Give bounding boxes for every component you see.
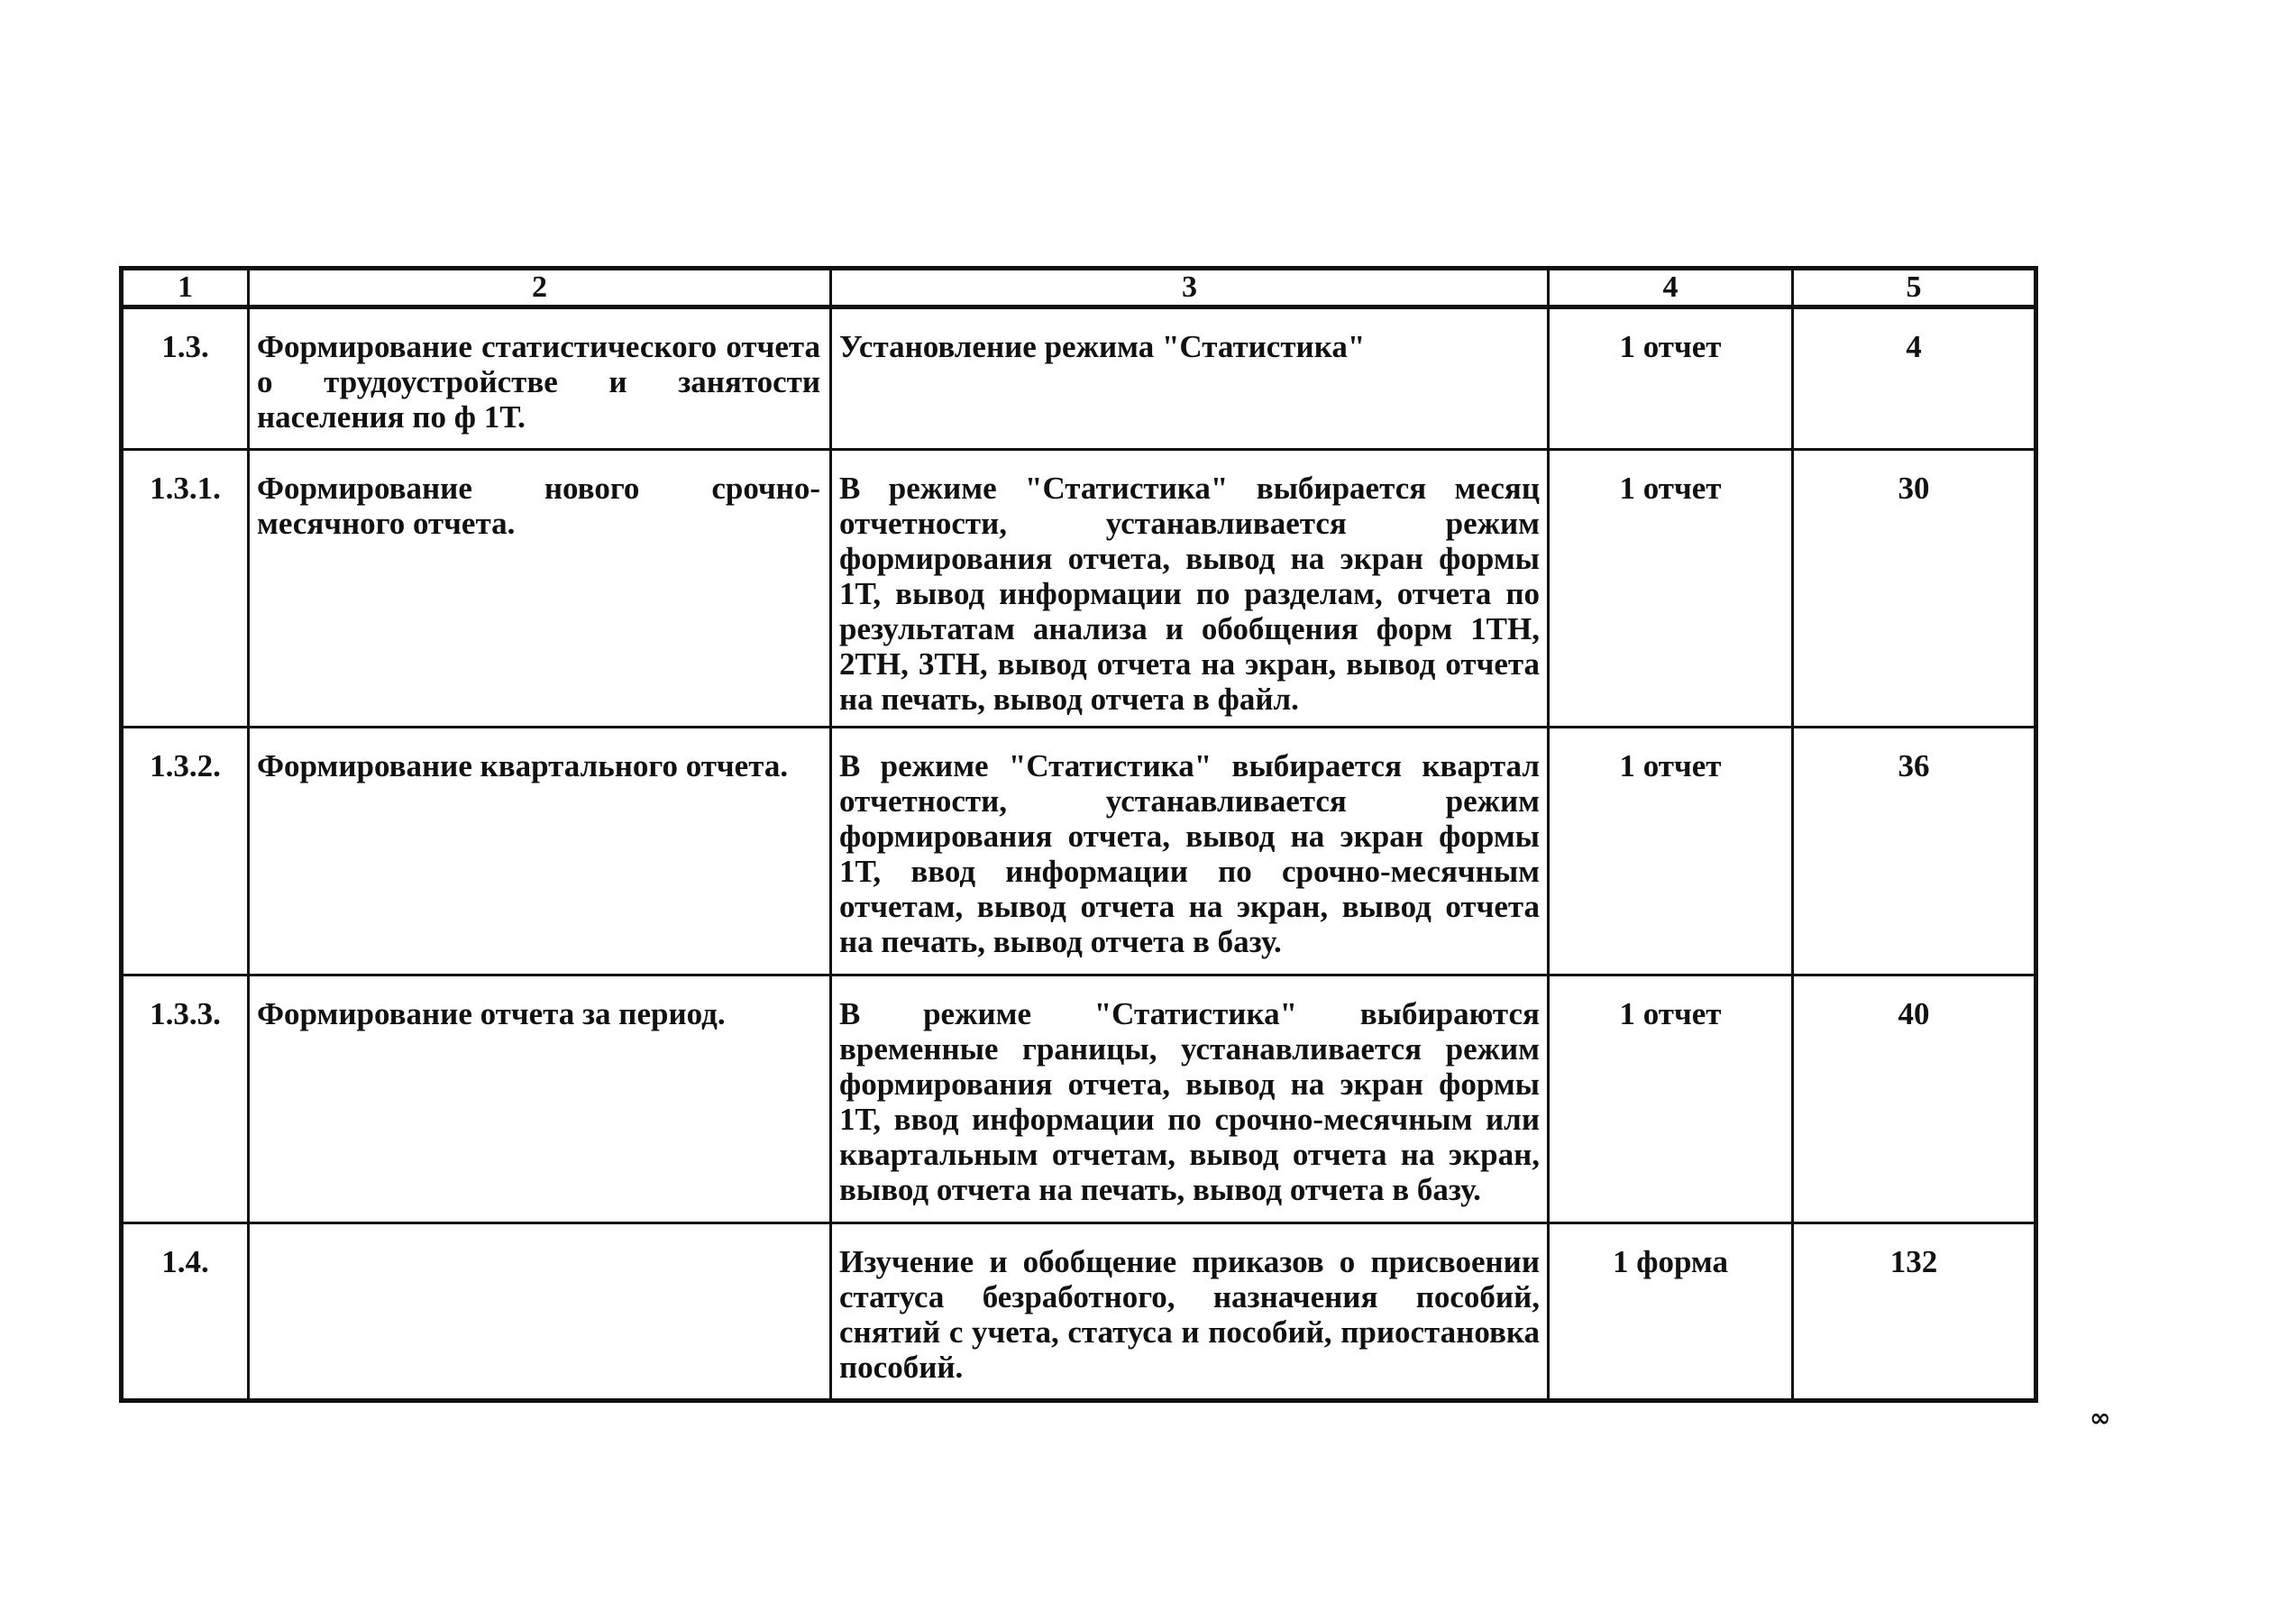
row-description: В режиме "Статистика" выбираются временные границы, устанавливается режим формирования отчета, вывод на экран формы 1Т, ввод информации по срочно-месячным или квартальным отчетам, вывод отчета на экран, вывод отчета на печать, вывод отчета в базу.	[831, 975, 1549, 1223]
row-unit: 1 отчет	[1549, 307, 1793, 450]
row-operation-name	[249, 1223, 831, 1401]
header-col-4: 4	[1549, 269, 1793, 307]
header-col-1: 1	[122, 269, 249, 307]
table-header-row	[122, 269, 2036, 307]
row-number: 1.4.	[122, 1223, 249, 1401]
row-value: 40	[1793, 975, 2036, 1223]
table-row	[122, 307, 2036, 450]
row-operation-name: Формирование статистического отчета о трудоустройстве и занятости населения по ф 1Т.	[249, 307, 831, 450]
work-norms-table	[119, 266, 2038, 1403]
row-number: 1.3.	[122, 307, 249, 450]
page-mark: ∞	[2090, 1403, 2111, 1433]
row-number: 1.3.1.	[122, 450, 249, 728]
row-value: 132	[1793, 1223, 2036, 1401]
header-col-5: 5	[1793, 269, 2036, 307]
row-description: В режиме "Статистика" выбирается квартал отчетности, устанавливается режим формирования отчета, вывод на экран формы 1Т, ввод информации по срочно-месячным отчетам, вывод отчета на экран, вывод отчета на печать, вывод отчета в базу.	[831, 728, 1549, 975]
header-col-3: 3	[831, 269, 1549, 307]
row-number: 1.3.2.	[122, 728, 249, 975]
row-description: В режиме "Статистика" выбирается месяц отчетности, устанавливается режим формирования отчета, вывод на экран формы 1Т, вывод информации по разделам, отчета по результатам анализа и обобщения форм 1ТН, 2ТН, 3ТН, вывод отчета на экран, вывод отчета на печать, вывод отчета в файл.	[831, 450, 1549, 728]
row-description: Установление режима "Статистика"	[831, 307, 1549, 450]
row-operation-name: Формирование отчета за период.	[249, 975, 831, 1223]
row-description: Изучение и обобщение приказов о присвоении статуса безработного, назначения пособий, снятий с учета, статуса и пособий, приостановка пособий.	[831, 1223, 1549, 1401]
row-value: 4	[1793, 307, 2036, 450]
row-unit: 1 отчет	[1549, 975, 1793, 1223]
row-unit: 1 форма	[1549, 1223, 1793, 1401]
row-operation-name: Формирование нового срочно-месячного отчета.	[249, 450, 831, 728]
row-number: 1.3.3.	[122, 975, 249, 1223]
row-unit: 1 отчет	[1549, 450, 1793, 728]
row-value: 36	[1793, 728, 2036, 975]
table-row	[122, 450, 2036, 728]
header-col-2: 2	[249, 269, 831, 307]
row-value: 30	[1793, 450, 2036, 728]
table-row	[122, 728, 2036, 975]
table-row	[122, 1223, 2036, 1401]
table-row	[122, 975, 2036, 1223]
row-operation-name: Формирование квартального отчета.	[249, 728, 831, 975]
row-unit: 1 отчет	[1549, 728, 1793, 975]
